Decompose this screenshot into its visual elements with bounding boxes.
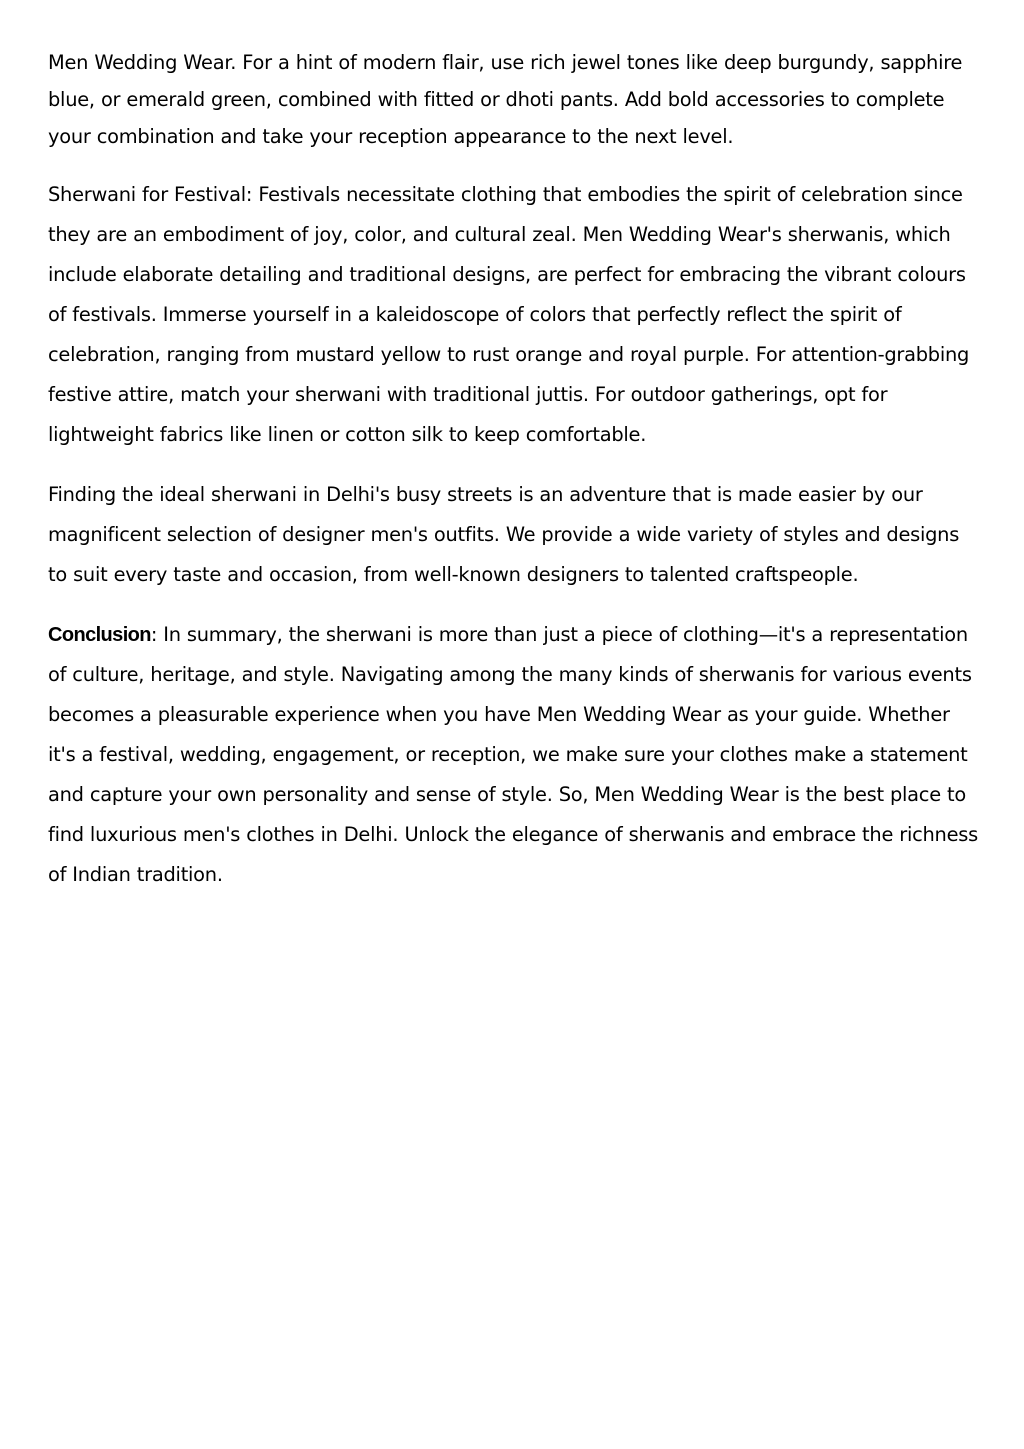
paragraph-text: Men Wedding Wear. For a hint of modern flair, use rich jewel tones like deep burgundy, sapphire blue, or emerald green, combined with fitted or dhoti pants. Add bold accessories to complete your combination and take your reception appearance to the next level. [48,51,963,148]
paragraph-text: Sherwani for Festival: Festivals necessitate clothing that embodies the spirit of celebration since they are an embodiment of joy, color, and cultural zeal. Men Wedding Wear's sherwanis, which include elaborate detailing and traditional designs, are perfect for embracing the vibrant colours of festivals. Immerse yourself in a kaleidoscope of colors that perfectly reflect the spirit of celebration, ranging from mustard yellow to rust orange and royal purple. For attention-grabbing festive attire, match your sherwani with traditional juttis. For outdoor gatherings, opt for lightweight fabrics like linen or cotton silk to keep comfortable. [48,183,970,446]
paragraph-text: Finding the ideal sherwani in Delhi's busy streets is an adventure that is made easier by our magnificent selection of designer men's outfits. We provide a wide variety of styles and designs to suit every taste and occasion, from well-known designers to talented craftspeople. [48,483,960,586]
document-body [48,44,978,915]
paragraph-sherwani-in-delhi [48,475,978,595]
paragraph-reception-attire [48,44,978,155]
paragraph-text: : In summary, the sherwani is more than just a piece of clothing—it's a representation of culture, heritage, and style. Navigating among the many kinds of sherwanis for various events becomes a pleasurable experience when you have Men Wedding Wear as your guide. Whether it's a festival, wedding, engagement, or reception, we make sure your clothes make a statement and capture your own personality and sense of style. So, Men Wedding Wear is the best place to find luxurious men's clothes in Delhi. Unlock the elegance of sherwanis and embrace the richness of Indian tradition. [48,623,978,886]
paragraph-conclusion [48,615,978,895]
conclusion-heading: Conclusion [48,624,151,646]
paragraph-sherwani-for-festival [48,175,978,455]
